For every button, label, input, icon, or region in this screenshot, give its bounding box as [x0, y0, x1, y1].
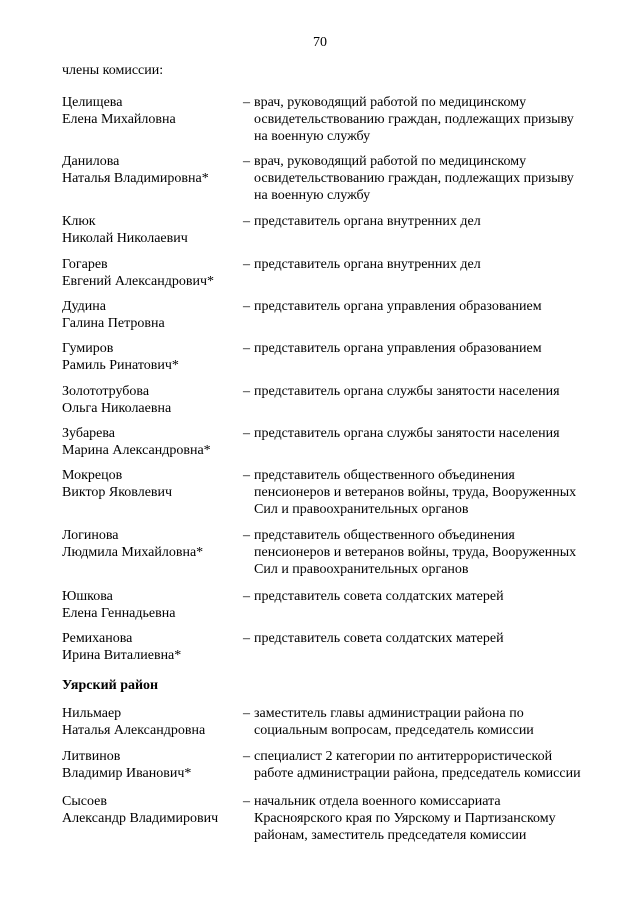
- member-given-name: Марина Александровна*: [62, 443, 211, 458]
- member-role: [254, 213, 599, 230]
- member-role: [254, 793, 599, 844]
- member-surname: Юшкова: [62, 589, 113, 604]
- member-role: [254, 256, 599, 273]
- role-line: освидетельствованию граждан, подлежащих призыву: [254, 112, 574, 127]
- role-line: освидетельствованию граждан, подлежащих призыву: [254, 171, 574, 186]
- member-given-name: Елена Геннадьевна: [62, 606, 176, 621]
- role-line: районам, заместитель председателя комиссии: [254, 828, 527, 843]
- member-given-name: Евгений Александрович*: [62, 274, 215, 289]
- role-dash: –: [243, 468, 250, 483]
- member-name: [62, 213, 242, 247]
- member-name: [62, 298, 242, 332]
- role-dash: –: [243, 95, 250, 110]
- role-line: Красноярского края по Уярскому и Партизанскому: [254, 811, 556, 826]
- role-line: представитель общественного объединения: [254, 528, 515, 543]
- member-surname: Целищева: [62, 95, 123, 110]
- member-surname: Логинова: [62, 528, 119, 543]
- member-name: [62, 425, 242, 459]
- member-name: [62, 467, 242, 501]
- member-name: [62, 153, 242, 187]
- member-role: [254, 748, 599, 782]
- member-given-name: Елена Михайловна: [62, 112, 176, 127]
- role-dash: –: [243, 631, 250, 646]
- role-dash: –: [243, 214, 250, 229]
- member-name: [62, 705, 242, 739]
- member-role: [254, 298, 599, 315]
- member-name: [62, 793, 242, 827]
- member-name: [62, 383, 242, 417]
- member-role: [254, 153, 599, 204]
- member-role: [254, 588, 599, 605]
- member-role: [254, 630, 599, 647]
- role-line: врач, руководящий работой по медицинскому: [254, 95, 527, 110]
- role-line: работе администрации района, председатель комиссии: [254, 766, 581, 781]
- member-surname: Мокрецов: [62, 468, 123, 483]
- role-line: представитель совета солдатских матерей: [254, 589, 504, 604]
- role-line: на военную службу: [254, 129, 371, 144]
- role-line: пенсионеров и ветеранов войны, труда, Вооруженных: [254, 545, 577, 560]
- role-line: начальник отдела военного комиссариата: [254, 794, 501, 809]
- member-name: [62, 588, 242, 622]
- member-role: [254, 705, 599, 739]
- member-given-name: Наталья Александровна: [62, 723, 206, 738]
- role-line: представитель органа службы занятости населения: [254, 426, 560, 441]
- role-line: представитель органа управления образованием: [254, 341, 542, 356]
- member-given-name: Виктор Яковлевич: [62, 485, 173, 500]
- member-surname: Данилова: [62, 154, 120, 169]
- role-line: на военную службу: [254, 188, 371, 203]
- member-name: [62, 748, 242, 782]
- role-line: пенсионеров и ветеранов войны, труда, Вооруженных: [254, 485, 577, 500]
- member-name: [62, 630, 242, 664]
- role-dash: –: [243, 257, 250, 272]
- role-dash: –: [243, 589, 250, 604]
- member-surname: Клюк: [62, 214, 96, 229]
- member-given-name: Галина Петровна: [62, 316, 165, 331]
- member-role: [254, 340, 599, 357]
- role-line: социальным вопросам, председатель комиссии: [254, 723, 534, 738]
- role-line: представитель органа внутренних дел: [254, 257, 481, 272]
- page-number: 70: [313, 35, 327, 50]
- member-surname: Зубарева: [62, 426, 116, 441]
- district-heading: Уярский район: [62, 678, 159, 693]
- role-dash: –: [243, 299, 250, 314]
- member-surname: Гогарев: [62, 257, 108, 272]
- member-surname: Сысоев: [62, 794, 107, 809]
- member-given-name: Ольга Николаевна: [62, 401, 172, 416]
- role-dash: –: [243, 749, 250, 764]
- member-surname: Литвинов: [62, 749, 121, 764]
- member-given-name: Людмила Михайловна*: [62, 545, 204, 560]
- member-surname: Золототрубова: [62, 384, 150, 399]
- role-line: заместитель главы администрации района по: [254, 706, 524, 721]
- member-role: [254, 425, 599, 442]
- role-line: Сил и правоохранительных органов: [254, 502, 469, 517]
- member-surname: Ремиханова: [62, 631, 133, 646]
- member-role: [254, 383, 599, 400]
- role-line: представитель органа управления образованием: [254, 299, 542, 314]
- role-line: врач, руководящий работой по медицинскому: [254, 154, 527, 169]
- role-dash: –: [243, 341, 250, 356]
- role-line: представитель органа внутренних дел: [254, 214, 481, 229]
- members-label: члены комиссии:: [62, 63, 164, 78]
- role-dash: –: [243, 794, 250, 809]
- member-role: [254, 467, 599, 518]
- member-given-name: Ирина Виталиевна*: [62, 648, 182, 663]
- member-surname: Нильмаер: [62, 706, 122, 721]
- role-line: представитель общественного объединения: [254, 468, 515, 483]
- member-name: [62, 340, 242, 374]
- member-given-name: Наталья Владимировна*: [62, 171, 209, 186]
- role-dash: –: [243, 706, 250, 721]
- member-name: [62, 527, 242, 561]
- member-surname: Дудина: [62, 299, 106, 314]
- member-given-name: Владимир Иванович*: [62, 766, 192, 781]
- member-role: [254, 94, 599, 145]
- member-given-name: Александр Владимирович: [62, 811, 219, 826]
- role-line: специалист 2 категории по антитеррористической: [254, 749, 553, 764]
- role-line: представитель органа службы занятости населения: [254, 384, 560, 399]
- role-dash: –: [243, 426, 250, 441]
- role-dash: –: [243, 384, 250, 399]
- member-name: [62, 94, 242, 128]
- member-given-name: Николай Николаевич: [62, 231, 188, 246]
- role-line: представитель совета солдатских матерей: [254, 631, 504, 646]
- role-dash: –: [243, 528, 250, 543]
- role-line: Сил и правоохранительных органов: [254, 562, 469, 577]
- role-dash: –: [243, 154, 250, 169]
- member-name: [62, 256, 242, 290]
- member-surname: Гумиров: [62, 341, 114, 356]
- member-role: [254, 527, 599, 578]
- member-given-name: Рамиль Ринатович*: [62, 358, 179, 373]
